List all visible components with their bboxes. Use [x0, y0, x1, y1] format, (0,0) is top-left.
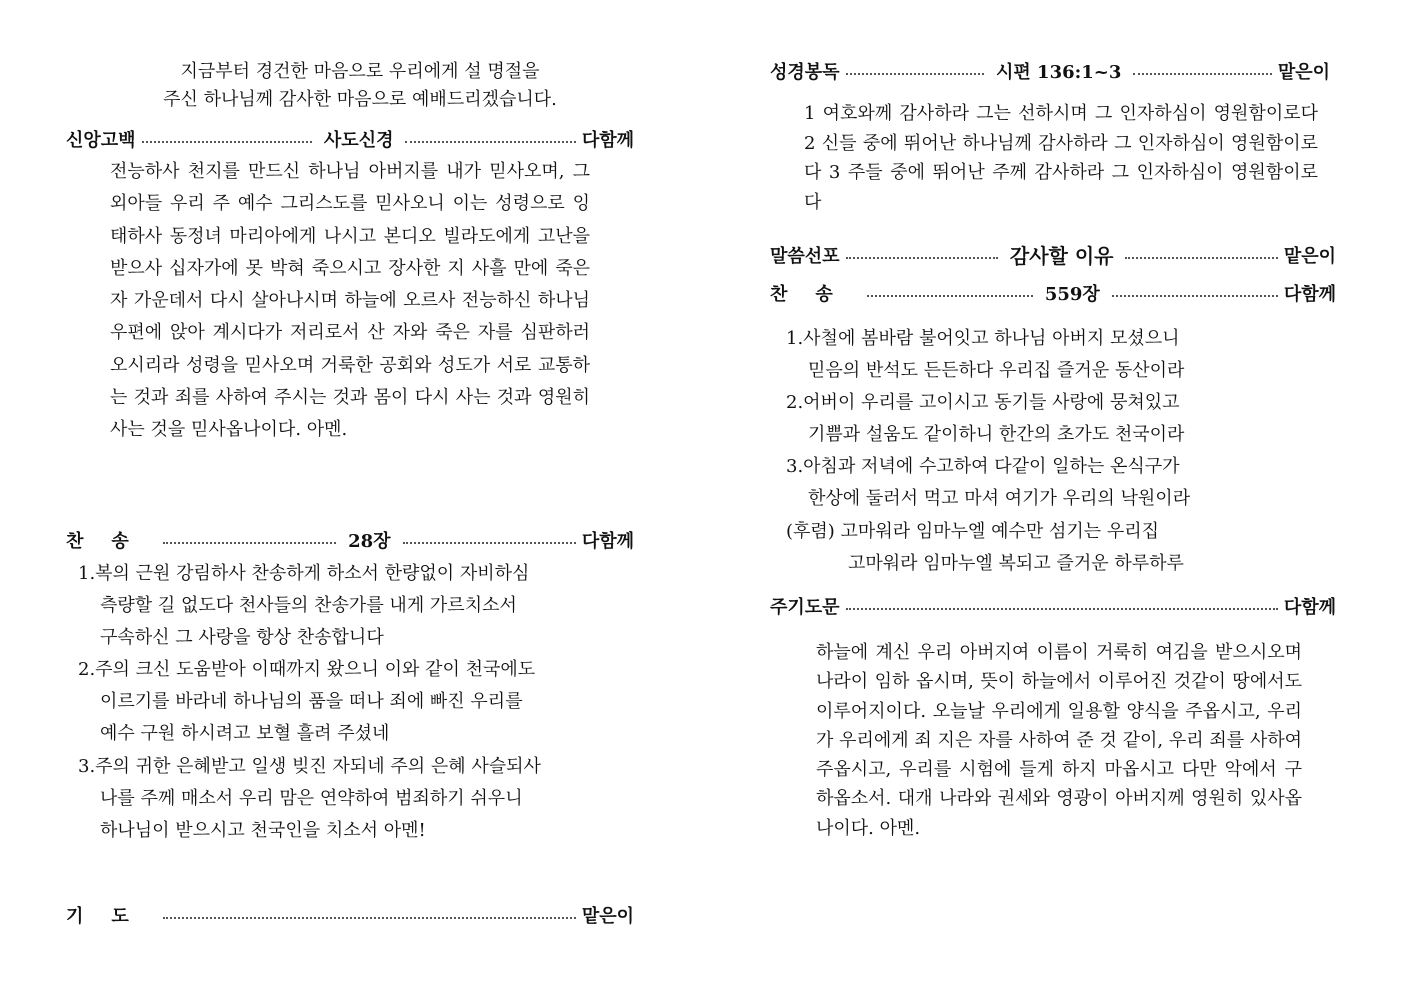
sermon-leader: 맡은이 — [1283, 245, 1336, 267]
hymn1-header — [66, 527, 634, 553]
leader-dots — [1112, 295, 1278, 297]
hymn1-line: 3.주의 귀한 은혜받고 일생 빚진 자되네 주의 은혜 사슬되사 — [78, 755, 541, 777]
lords-prayer-label: 주기도문 — [770, 597, 840, 618]
hymn1-line: 예수 구원 하시려고 보혈 흘려 주셨네 — [100, 723, 390, 745]
hymn2-number: 559장 — [1044, 284, 1100, 305]
leader-dots — [846, 608, 1278, 610]
intro-text — [110, 58, 610, 114]
leader-dots — [163, 917, 576, 919]
scripture-label: 성경봉독 — [770, 62, 840, 83]
scripture-reference: 시편 136:1~3 — [996, 62, 1122, 83]
hymn2-line: 3.아침과 저녁에 수고하여 다같이 일하는 온식구가 — [786, 456, 1180, 478]
intro-line-1: 지금부터 경건한 마음으로 우리에게 설 명절을 — [180, 61, 540, 82]
prayer-header — [66, 902, 634, 928]
hymn1-label: 찬송 — [66, 531, 157, 552]
hymn2-line: 1.사철에 봄바람 불어잇고 하나님 아버지 모셨으니 — [786, 328, 1180, 349]
leader-dots — [1125, 257, 1277, 259]
hymn1-line: 나를 주께 매소서 우리 맘은 연약하여 범죄하기 쉬우니 — [100, 787, 523, 809]
lords-prayer-text: 하늘에 계신 우리 아버지여 이름이 거룩히 여김을 받으시오며 나라이 임하 옵시며, 뜻이 하늘에서 이루어진 것같이 땅에서도 이루어지이다. 오늘날 우리에게 일용할 양식을 주옵시고, 우리가 우리에게 죄 지은 자를 사하여 준 것 같이, 우리 죄를 사하여 주옵시고, 우리를 시험에 들게 하지 마옵시고 다만 악에서 구하옵소서. 대개 나라와 권세와 영광이 아버지께 영원히 있사옵나이다. 아멘. — [816, 642, 1302, 839]
intro-line-2: 주신 하나님께 감사한 마음으로 예배드리겠습니다. — [163, 89, 557, 110]
leader-dots — [142, 141, 312, 143]
sermon-title: 감사할 이유 — [1009, 244, 1114, 268]
leader-dots — [867, 295, 1033, 297]
hymn2-line: 한상에 둘러서 먹고 마셔 여기가 우리의 낙원이라 — [808, 488, 1191, 510]
prayer-label: 기도 — [66, 906, 157, 927]
right-page — [700, 0, 1403, 992]
prayer-leader: 맡은이 — [581, 906, 634, 927]
leader-dots — [846, 257, 998, 259]
hymn2-label: 찬송 — [770, 284, 861, 305]
hymn1-leader: 다함께 — [581, 531, 635, 552]
hymn1-line: 구속하신 그 사랑을 항상 찬송합니다 — [100, 627, 384, 649]
hymn2-header — [770, 280, 1336, 306]
creed-header — [66, 126, 634, 152]
leader-dots — [405, 141, 575, 143]
hymn1-number: 28장 — [348, 531, 391, 552]
hymn2-line: 기쁨과 설움도 같이하니 한간의 초가도 천국이라 — [808, 424, 1185, 446]
hymn2-line: 2.어버이 우리를 고이시고 동기들 사랑에 뭉쳐있고 — [786, 392, 1180, 414]
creed-label: 신앙고백 — [66, 130, 136, 151]
scripture-text: 1 여호와께 감사하라 그는 선하시며 그 인자하심이 영원함이로다 2 신들 중에 뛰어난 하나님께 감사하라 그 인자하심이 영원함이로다 3 주들 중에 뛰어난 주께 감사하라 그 인자하심이 영원함이로다 — [804, 103, 1318, 213]
creed-leader: 다함께 — [581, 130, 635, 151]
lords-prayer-leader: 다함께 — [1283, 597, 1336, 618]
hymn1-line: 2.주의 크신 도움받아 이때까지 왔으니 이와 같이 천국에도 — [78, 659, 536, 681]
hymn2-leader: 다함께 — [1283, 284, 1337, 305]
leader-dots — [846, 73, 984, 75]
scripture-header — [770, 58, 1330, 84]
sermon-label: 말씀선포 — [770, 245, 840, 267]
left-page — [0, 0, 700, 992]
sermon-header — [770, 240, 1336, 269]
leader-dots — [163, 542, 336, 544]
hymn2-refrain: 고마워라 임마누엘 복되고 즐거운 하루하루 — [848, 552, 1184, 574]
hymn2-lyrics — [786, 323, 1190, 580]
hymn1-line: 1.복의 근원 강림하사 찬송하게 하소서 한량없이 자비하심 — [78, 563, 530, 584]
leader-dots — [403, 542, 576, 544]
hymn2-line: 믿음의 반석도 든든하다 우리집 즐거운 동산이라 — [808, 360, 1185, 382]
hymn1-line: 측량할 길 없도다 천사들의 찬송가를 내게 가르치소서 — [100, 595, 517, 617]
hymn1-line: 하나님이 받으시고 천국인을 치소서 아멘! — [100, 819, 426, 841]
leader-dots — [1133, 73, 1271, 75]
creed-title: 사도신경 — [323, 130, 394, 151]
hymn2-refrain: (후렴) 고마워라 임마누엘 예수만 섬기는 우리집 — [786, 520, 1160, 542]
lords-prayer-header — [770, 593, 1336, 619]
creed-text: 전능하사 천지를 만드신 하나님 아버지를 내가 믿사오며, 그 외아들 우리 주 예수 그리스도를 믿사오니 이는 성령으로 잉태하사 동정녀 마리아에게 나시고 본디오 빌라도에게 고난을 받으사 십자가에 못 박혀 죽으시고 장사한 지 사흘 만에 죽은 자 가운데서 다시 살아나시며 하늘에 오르사 전능하신 하나님 우편에 앉아 계시다가 저리로서 산 자와 죽은 자를 심판하러 오시리라 성령을 믿사오며 거룩한 공회와 성도가 서로 교통하는 것과 죄를 사하여 주시는 것과 몸이 다시 사는 것과 영원히 사는 것을 믿사옵나이다. 아멘. — [110, 161, 590, 441]
hymn1-lyrics — [78, 558, 541, 847]
hymn1-line: 이르기를 바라네 하나님의 품을 떠나 죄에 빠진 우리를 — [100, 691, 523, 713]
scripture-leader: 맡은이 — [1277, 62, 1331, 83]
